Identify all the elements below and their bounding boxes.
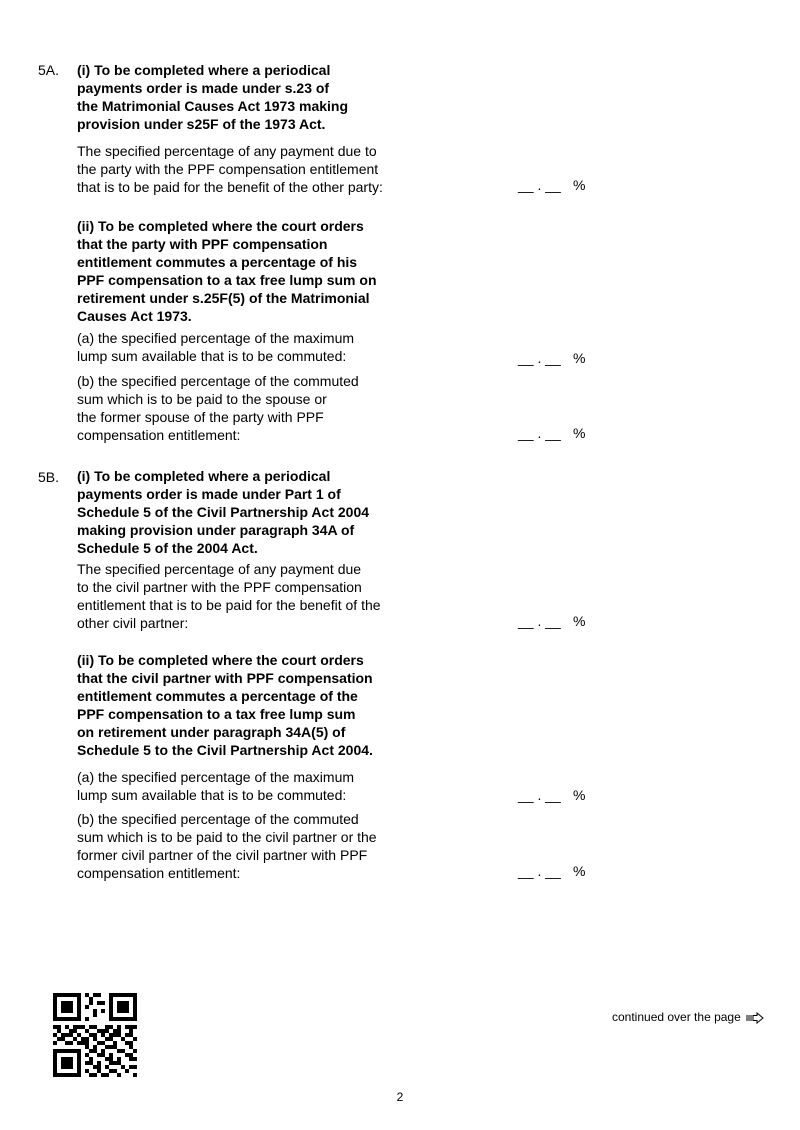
section-5a-i-heading (77, 61, 348, 133)
percent-sign: % (573, 613, 586, 629)
section-5a-ii-b-percentage-field[interactable] (518, 425, 586, 442)
text-line: (b) the specified percentage of the commuted (77, 373, 359, 389)
text-line: lump sum available that is to be commuted: (77, 787, 347, 803)
section-5a-i-text (77, 142, 383, 196)
percent-sign: % (573, 863, 586, 879)
percent-sign: % (573, 350, 586, 366)
heading-line: payments order is made under s.23 of (77, 80, 330, 96)
text-line: sum which is to be paid to the spouse or (77, 391, 327, 407)
section-5a-ii-b-text (77, 372, 359, 444)
heading-line: (ii) To be completed where the court orders (77, 218, 364, 234)
heading-line: Schedule 5 to the Civil Partnership Act 2004. (77, 742, 373, 758)
percentage-blank[interactable]: __ . __ (518, 350, 561, 366)
text-line: other civil partner: (77, 615, 189, 631)
text-line: The specified percentage of any payment due (77, 561, 362, 577)
percentage-blank[interactable]: __ . __ (518, 177, 561, 193)
section-5a-ii-heading (77, 217, 377, 325)
text-line: the party with the PPF compensation entitlement (77, 161, 379, 177)
percentage-blank[interactable]: __ . __ (518, 425, 561, 441)
percentage-blank[interactable]: __ . __ (518, 613, 561, 629)
section-5b-i-text (77, 560, 381, 632)
heading-line: PPF compensation to a tax free lump sum on (77, 272, 377, 288)
text-line: former civil partner of the civil partner with PPF (77, 847, 368, 863)
section-5a-i-percentage-field[interactable] (518, 177, 586, 194)
text-line: entitlement that is to be paid for the benefit of the (77, 597, 381, 613)
text-line: the former spouse of the party with PPF (77, 409, 324, 425)
percentage-blank[interactable]: __ . __ (518, 787, 561, 803)
percentage-blank[interactable]: __ . __ (518, 863, 561, 879)
text-line: (a) the specified percentage of the maximum (77, 330, 355, 346)
section-5b-i-heading (77, 467, 369, 557)
heading-line: the Matrimonial Causes Act 1973 making (77, 98, 349, 114)
heading-line: Schedule 5 of the 2004 Act. (77, 540, 258, 556)
section-number-5b: 5B. (38, 469, 60, 485)
text-line: (b) the specified percentage of the commuted (77, 811, 359, 827)
text-line: that is to be paid for the benefit of the other party: (77, 179, 383, 195)
heading-line: provision under s25F of the 1973 Act. (77, 116, 326, 132)
section-5a-ii-a-percentage-field[interactable] (518, 350, 586, 367)
heading-line: entitlement commutes a percentage of the (77, 688, 358, 704)
heading-line: (i) To be completed where a periodical (77, 468, 331, 484)
heading-line: that the civil partner with PPF compensation (77, 670, 373, 686)
heading-line: (i) To be completed where a periodical (77, 62, 331, 78)
heading-line: PPF compensation to a tax free lump sum (77, 706, 356, 722)
heading-line: (ii) To be completed where the court orders (77, 652, 364, 668)
percent-sign: % (573, 425, 586, 441)
section-5b-ii-heading (77, 651, 373, 759)
section-number-5a: 5A. (38, 62, 60, 78)
heading-line: that the party with PPF compensation (77, 236, 328, 252)
section-5b-ii-b-text (77, 810, 377, 882)
section-5b-i-percentage-field[interactable] (518, 613, 586, 630)
qr-code-icon (53, 993, 137, 1077)
heading-line: Causes Act 1973. (77, 308, 192, 324)
text-line: sum which is to be paid to the civil partner or the (77, 829, 377, 845)
text-line: compensation entitlement: (77, 427, 241, 443)
heading-line: entitlement commutes a percentage of his (77, 254, 358, 270)
heading-line: payments order is made under Part 1 of (77, 486, 341, 502)
percent-sign: % (573, 177, 586, 193)
text-line: lump sum available that is to be commuted: (77, 348, 347, 364)
arrow-right-icon (746, 1012, 764, 1024)
heading-line: making provision under paragraph 34A of (77, 522, 355, 538)
text-line: (a) the specified percentage of the maximum (77, 769, 355, 785)
continued-text: continued over the page (612, 1010, 741, 1024)
text-line: The specified percentage of any payment due to (77, 143, 377, 159)
text-line: to the civil partner with the PPF compensation (77, 579, 362, 595)
heading-line: Schedule 5 of the Civil Partnership Act 2004 (77, 504, 370, 520)
percent-sign: % (573, 787, 586, 803)
section-5b-ii-b-percentage-field[interactable] (518, 863, 586, 880)
section-5a-ii-a-text (77, 329, 354, 365)
text-line: compensation entitlement: (77, 865, 241, 881)
heading-line: on retirement under paragraph 34A(5) of (77, 724, 346, 740)
section-5b-ii-a-text (77, 768, 354, 804)
page-number: 2 (396, 1090, 404, 1104)
section-5b-ii-a-percentage-field[interactable] (518, 787, 586, 804)
heading-line: retirement under s.25F(5) of the Matrimonial (77, 290, 370, 306)
continued-over-page-note (612, 1010, 764, 1024)
